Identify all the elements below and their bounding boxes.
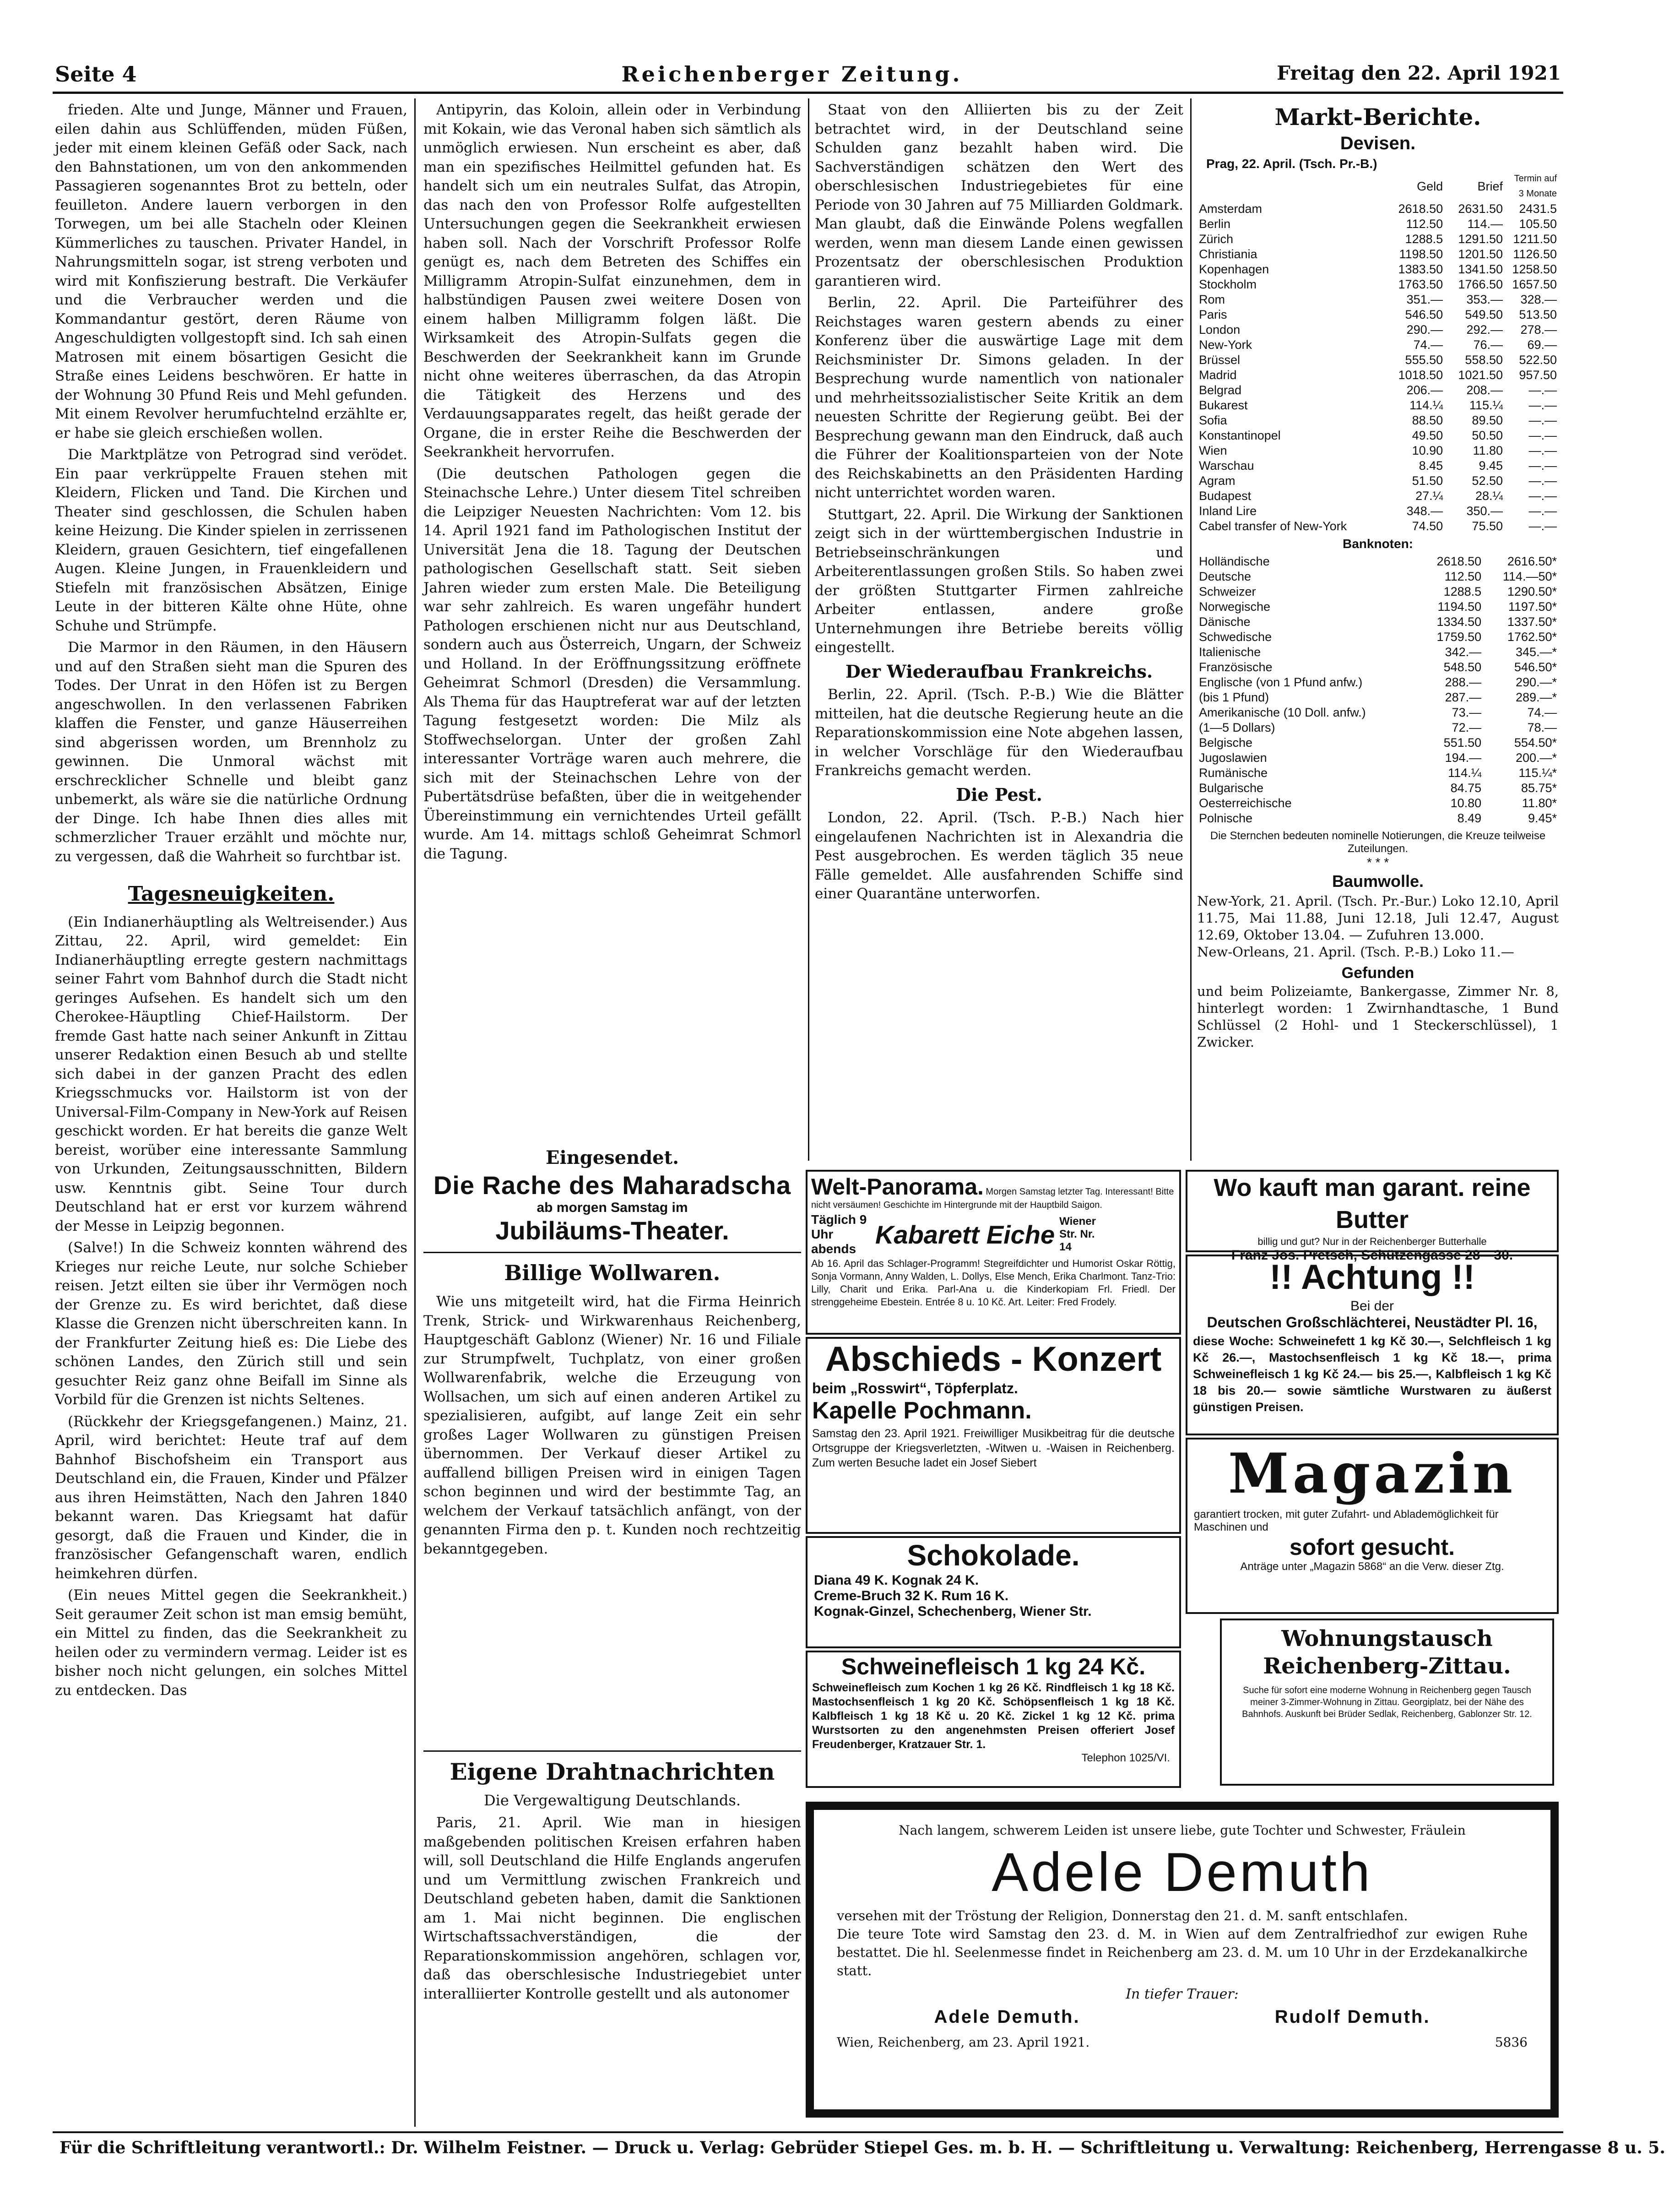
rate-value: 1762.50* — [1507, 630, 1557, 644]
rate-value: 74.— — [1527, 706, 1557, 719]
konzert-text: Samstag den 23. April 1921. Freiwilliger Musikbeitrag für die deutsche Ortsgruppe der Kriegsverletzten, -Witwen u. -Waisen in Reichenberg. Zum werten Besuche ladet ein Josef Siebert — [812, 1427, 1175, 1469]
rate-value: 546.50 — [1405, 308, 1443, 321]
rate-value: 73.— — [1452, 706, 1482, 719]
rate-value: 74.50 — [1412, 519, 1443, 533]
ad-schokolade — [806, 1536, 1181, 1648]
film-sub: ab morgen Samstag im — [537, 1200, 688, 1215]
banknoten-row — [1197, 630, 1559, 645]
obituary-mourning: In tiefer Trauer: — [1126, 1986, 1239, 2002]
column-2-bottom — [423, 1147, 801, 2127]
rate-value: 554.50* — [1514, 736, 1557, 750]
currency-name: Brüssel — [1199, 353, 1241, 367]
banknoten-row — [1197, 554, 1559, 569]
banknoten-row — [1197, 599, 1559, 614]
banknoten-row — [1197, 766, 1559, 781]
banknote-name: Norwegische — [1199, 600, 1271, 614]
rate-value: —.— — [1528, 398, 1557, 412]
banknoten-row — [1197, 796, 1559, 811]
devisen-title: Devisen. — [1340, 133, 1416, 153]
devisen-row — [1197, 383, 1559, 398]
column-divider — [414, 98, 416, 2127]
banknote-name: Holländische — [1199, 554, 1270, 568]
rate-value: 1018.50 — [1398, 368, 1443, 382]
rate-value: 1291.50 — [1458, 232, 1503, 246]
devisen-table — [1197, 171, 1559, 534]
obituary-line1: versehen mit der Tröstung der Religion, Donnerstag den 21. d. M. sanft entschlafen. — [837, 1908, 1408, 1923]
rate-value: 89.50 — [1472, 413, 1503, 427]
banknoten-row — [1197, 705, 1559, 720]
currency-name: New-York — [1199, 338, 1252, 352]
banknote-name: Italienische — [1199, 645, 1261, 659]
obituary-num: 5836 — [1495, 2035, 1528, 2050]
signature-2: Rudolf Demuth. — [1274, 2007, 1431, 2027]
rate-value: 2618.50 — [1436, 554, 1482, 568]
rate-value: 1197.50* — [1508, 600, 1557, 614]
rate-value: —.— — [1528, 459, 1557, 473]
gefunden-text: und beim Polizeiamte, Bankergasse, Zimmer Nr. 8, hinterlegt worden: 1 Zwirnhandtasche, 1 Bund Schlüssel (2 Hohl- und 1 Steckerschlüssel), 1 Zwicker. — [1197, 983, 1559, 1050]
france-title: Der Wiederaufbau Frankreichs. — [845, 661, 1153, 682]
rate-value: 1337.50* — [1507, 615, 1557, 629]
rate-value: 328.— — [1520, 293, 1557, 306]
banknoten-row — [1197, 811, 1559, 826]
france-text: Berlin, 22. April. (Tsch. P.-B.) Wie die Blätter mitteilen, hat die deutsche Regierung heute an die Reparationskommission eine Note abgehen lassen, in welcher Vorschläge für den Wiederaufbau Frankreichs gemacht werden. — [815, 686, 1183, 779]
rate-value: 1341.50 — [1458, 262, 1503, 276]
column-divider — [808, 98, 809, 1161]
banknote-name: Dänische — [1199, 615, 1251, 629]
column-divider — [1190, 98, 1192, 1161]
currency-name: Wien — [1199, 444, 1227, 457]
baumwolle-title: Baumwolle. — [1332, 872, 1424, 891]
rate-value: 9.45 — [1479, 459, 1503, 473]
banknoten-row — [1197, 781, 1559, 796]
banknoten-row — [1197, 720, 1559, 735]
rate-value: 290.— — [1406, 323, 1443, 337]
rate-value: 1211.50 — [1513, 232, 1557, 246]
butter-sub: billig und gut? Nur in der Reichenberger Butterhalle — [1257, 1236, 1487, 1247]
rate-value: 49.50 — [1412, 429, 1443, 442]
devisen-row — [1197, 368, 1559, 383]
baumwolle-1: New-York, 21. April. (Tsch. Pr.-Bur.) Loko 12.10, April 11.75, Mai 11.88, Juni 12.18, Juli 12.47, August 12.69, Oktober 13.04. — Zufuhren 13.000. — [1197, 893, 1559, 943]
achtung-sub: Bei der — [1350, 1298, 1394, 1314]
currency-name: Madrid — [1199, 368, 1237, 382]
rate-value: 76.— — [1473, 338, 1503, 352]
currency-name: Konstantinopel — [1199, 429, 1281, 442]
telegrams-sub: Die Vergewaltigung Deutschlands. — [484, 1792, 741, 1809]
rate-value: 1194.50 — [1437, 600, 1482, 614]
banknote-name: (bis 1 Pfund) — [1199, 690, 1269, 704]
rate-value: 292.— — [1466, 323, 1503, 337]
rate-value: 9.45* — [1528, 811, 1557, 825]
rate-value: 50.50 — [1472, 429, 1503, 442]
devisen-row — [1197, 201, 1559, 217]
rate-value: 513.50 — [1519, 308, 1557, 321]
rate-value: 208.— — [1466, 383, 1503, 397]
rate-value: —.— — [1528, 383, 1557, 397]
rate-value: —.— — [1528, 504, 1557, 518]
schwein-text: Schweinefleisch zum Kochen 1 kg 26 Kč. Rindfleisch 1 kg 18 Kč. Mastochsenfleisch 1 kg 20 Kč. Schöpsenfleisch 1 kg 18 Kč. Kalbfleisch 1 kg 18 Kč u. 20 Kč. Zickel 1 kg 12 Kč. prima Wurstsorten zu den angenehmsten Preisen offeriert Josef Freudenberger, Kratzauer Str. 1. — [812, 1681, 1175, 1751]
rate-value: 114.¼ — [1448, 766, 1482, 780]
rate-value: 288.— — [1445, 675, 1482, 689]
banknote-name: (1—5 Dollars) — [1199, 721, 1275, 734]
cabaret-street: Wiener Str. Nr. 14 — [1059, 1215, 1096, 1253]
rate-value: 51.50 — [1412, 474, 1443, 488]
banknote-name: Jugoslawien — [1199, 751, 1267, 765]
obituary — [806, 1802, 1559, 2118]
rate-value: 957.50 — [1519, 368, 1557, 382]
divider — [423, 1750, 801, 1752]
rate-value: 112.50 — [1406, 217, 1443, 231]
rate-value: 2631.50 — [1458, 202, 1503, 216]
rate-value: 348.— — [1406, 504, 1443, 518]
rate-value: 1126.50 — [1513, 247, 1557, 261]
rate-value: 8.49 — [1457, 811, 1482, 825]
currency-name: Bukarest — [1199, 398, 1248, 412]
banknoten-row — [1197, 690, 1559, 705]
rate-value: 289.—* — [1515, 690, 1557, 704]
banknote-name: Amerikanische (10 Doll. anfw.) — [1199, 706, 1366, 719]
rate-value: 194.— — [1445, 751, 1482, 765]
devisen-row — [1197, 473, 1559, 489]
currency-name: Sofia — [1199, 413, 1227, 427]
welt-body: Ab 16. April das Schlager-Programm! Stegreifdichter und Humorist Oskar Röttig, Sonja Vormann, Anny Walden, L. Dollys, Else Mench, Erika Charlmont. Tanz-Trio: Lilly, Charit und Erika. Parl-Ana u. die Kinderkopiam Frl. Friedl. Der strenggeheime Ebestein. Entrée 8 u. 10 Kč. Art. Leiter: Fred Frodely. — [811, 1258, 1176, 1308]
ad-wohnung — [1220, 1619, 1554, 1786]
rate-value: 114.— — [1467, 217, 1503, 231]
column-3 — [815, 101, 1183, 1158]
obituary-signatures — [837, 2007, 1528, 2027]
market-title: Markt-Berichte. — [1274, 103, 1481, 130]
devisen-row — [1197, 277, 1559, 292]
schoko-line3: Kognak-Ginzel, Schechenberg, Wiener Str. — [814, 1604, 1092, 1619]
header-brief: Brief — [1477, 179, 1503, 193]
currency-name: Christiania — [1199, 247, 1257, 261]
magazin-contact: Anträge unter „Magazin 5868“ an die Verw. dieser Ztg. — [1240, 1560, 1504, 1573]
achtung-title: !! Achtung !! — [1269, 1258, 1475, 1297]
rate-value: 10.80 — [1450, 796, 1482, 810]
rate-value: 112.50 — [1444, 570, 1482, 583]
article-paragraph: Berlin, 22. April. Die Parteiführer des Reichstages waren gestern abends zu einer Konferenz über die auswärtige Lage mit dem Reichsminister Dr. Simons geladen. In der Besprechung wurde namentlich von nationaler und mehrheitssozialistischer Seite Kritik an dem neuesten Schritte der Regierung geübt. Bei der Besprechung gewann man den Eindruck, daß auch die Führer der Koalitionsparteien von der Note des Reichskabinetts an den Präsidenten Harding nicht unterrichtet worden waren. — [815, 294, 1183, 501]
devisen-row — [1197, 337, 1559, 353]
wool-title: Billige Wollwaren. — [504, 1260, 721, 1285]
banknoten-row — [1197, 645, 1559, 660]
wool-text-wrap — [423, 1293, 801, 1750]
magazin-title: Magazin — [1228, 1441, 1517, 1506]
rate-value: 342.— — [1445, 645, 1482, 659]
schoko-line2: Creme-Bruch 32 K. Rum 16 K. — [814, 1588, 1009, 1603]
banknoten-row — [1197, 584, 1559, 599]
butter-title: Wo kauft man garant. reine Butter — [1214, 1174, 1531, 1233]
column-2-top — [423, 101, 801, 1154]
rate-value: 549.50 — [1465, 308, 1503, 321]
obituary-name: Adele Demuth — [992, 1841, 1373, 1903]
rate-value: 350.— — [1466, 504, 1503, 518]
wohnung-title: Wohnungstausch Reichenberg-Zittau. — [1263, 1626, 1511, 1679]
currency-name: Rom — [1199, 293, 1225, 306]
news-item: (Rückkehr der Kriegsgefangenen.) Mainz, 21. April, wird berichtet: Heute traf auf dem Bahnhof Bischofsheim ein Transport aus Deutschland ein, die Frauen, Kinder und Pfälzer aus ihren Heimstätten, Nach den Jahren 1840 bekannt waren. Das Kriegsamt hat dafür gesorgt, daß die Frauen und Kinder, die in französischer Gefangenschaft waren, endlich heimkehren dürfen. — [55, 1413, 407, 1582]
schoko-title: Schokolade. — [907, 1539, 1080, 1572]
rate-value: 28.¼ — [1475, 489, 1503, 503]
butter-address: Franz Jos. Pretsch, Schützengasse 28—30. — [1231, 1248, 1513, 1263]
devisen-row — [1197, 262, 1559, 277]
currency-name: Berlin — [1199, 217, 1231, 231]
rate-value: 10.90 — [1412, 444, 1443, 457]
column-1 — [55, 101, 407, 2124]
rate-value: 85.75* — [1521, 781, 1557, 795]
achtung-firm: Deutschen Großschlächterei, Neustädter Pl. 16, — [1207, 1314, 1538, 1331]
rate-value: —.— — [1528, 429, 1557, 442]
banknote-name: Belgische — [1199, 736, 1253, 750]
rate-value: 88.50 — [1412, 413, 1443, 427]
rate-value: 1198.50 — [1399, 247, 1443, 261]
ad-konzert — [806, 1337, 1181, 1534]
article-paragraph: (Die deutschen Pathologen gegen die Steinachsche Lehre.) Unter diesem Titel schreiben die Leipziger Neuesten Nachrichten: Vom 12. bis 14. April 1921 fand im Pathologischen Institut der Universität Jena die 18. Tagung der Deutschen pathologischen Gesellschaft statt. Seit sieben Jahren wieder zum ersten Male. Die Beteiligung war sehr zahlreich. Es waren ungefähr hundert Pathologen erschienen nicht nur aus Deutschland, sondern auch aus Österreich, Ungarn, der Schweiz und Holland. In der Eröffnungssitzung eröffnete Geheimrat Schmorl (Dresden) die Versammlung. Als Thema für das Hauptreferat war auf der letzten Tagung festgesetzt worden: Die Milz als Stoffwechselorgan. Unter der großen Zahl interessanter Vorträge waren auch mehrere, die sich mit der Steinachschen Lehre von der Pubertätsdrüse befaßten, über die in weitgehender Übereinstimmung ein vernichtendes Urteil gefällt wurde. Am 14. mittags schloß Geheimrat Schmorl die Tagung. — [423, 465, 801, 862]
banknoten-row — [1197, 569, 1559, 584]
gefunden-title: Gefunden — [1341, 964, 1414, 982]
magazin-sought: sofort gesucht. — [1289, 1534, 1455, 1560]
footer-rule — [53, 2131, 1563, 2133]
rate-value: 1258.50 — [1512, 262, 1557, 276]
page-number: Seite 4 — [55, 62, 137, 87]
schoko-line1: Diana 49 K. Kognak 24 K. — [814, 1573, 979, 1588]
currency-name: Paris — [1199, 308, 1227, 321]
banknoten-row — [1197, 660, 1559, 675]
obituary-footer — [837, 2035, 1528, 2050]
rate-value: 1334.50 — [1436, 615, 1482, 629]
rate-value: 1288.5 — [1405, 232, 1443, 246]
rate-value: 27.¼ — [1415, 489, 1443, 503]
news-item: (Ein neues Mittel gegen die Seekrankheit.) Seit geraumer Zeit schon ist man emsig bemüht, ein Mittel zu finden, das die Seekrankheit zu heilen oder zu vermindern vermag. Leider ist es bisher noch nicht gelungen, ein solches Mittel zu entdecken. Das — [55, 1587, 407, 1699]
currency-name: Agram — [1199, 474, 1236, 488]
banknote-name: Rumänische — [1199, 766, 1268, 780]
rate-value: 1290.50* — [1507, 585, 1557, 598]
schwein-title: Schweinefleisch 1 kg 24 Kč. — [841, 1654, 1146, 1679]
currency-name: Amsterdam — [1199, 202, 1263, 216]
rate-value: 52.50 — [1472, 474, 1503, 488]
rate-value: 115.¼* — [1518, 766, 1557, 780]
imprint: Für die Schriftleitung verantwortl.: Dr. Wilhelm Feistner. — Druck u. Verlag: Gebrüder Stiepel Ges. m. b. H. — Schriftleitung u. Verwaltung: Reichenberg, Herrengasse 8 u. 5. — [60, 2138, 1665, 2157]
film-title: Die Rache des Maharadscha — [433, 1171, 791, 1200]
rate-value: 555.50 — [1405, 353, 1443, 367]
rate-value: 287.— — [1445, 690, 1482, 704]
obituary-place: Wien, Reichenberg, am 23. April 1921. — [837, 2035, 1090, 2050]
rate-value: 74.— — [1413, 338, 1443, 352]
devisen-row — [1197, 217, 1559, 232]
rate-value: 69.— — [1527, 338, 1557, 352]
obituary-intro: Nach langem, schwerem Leiden ist unsere liebe, gute Tochter und Schwester, Fräulein — [899, 1823, 1466, 1838]
prag-line: Prag, 22. April. (Tsch. Pr.-B.) — [1206, 157, 1377, 171]
eingesandt-label: Eingesendet. — [545, 1147, 679, 1168]
rate-value: 115.¼ — [1469, 398, 1503, 412]
wool-text: Wie uns mitgeteilt wird, hat die Firma Heinrich Trenk, Strick- und Wirkwarenhaus Reichenberg, Hauptgeschäft Gablonz (Wiener) Nr. 16 und Filiale zur Strumpfwelt, Tuchplatz, von einer großen Wollwarenfabrik, welche die Erzeugung von Wollsachen, um sich auf einen anderen Artikel zu spezialisieren, aufgibt, auf lange Zeit ein sehr großes Lager Wollwaren zu günstigen Preisen übernommen. Der Verkauf dieser Artikel zu auffallend billigen Preisen wird in einigen Tagen schon beginnen und wird der bestimmte Tag, an welchem der Verkauf tatsächlich anfängt, von der genannten Firma den p. t. Kunden noch rechtzeitig bekanntgegeben. — [423, 1293, 801, 1557]
rate-value: 2618.50 — [1398, 202, 1443, 216]
ad-butter — [1186, 1170, 1559, 1263]
article-paragraph: frieden. Alte und Junge, Männer und Frauen, eilen dahin aus Schlüffenden, müden Füßen, jeder mit einem kleinen Gefäß oder Sack, nach den Bahnstationen, um von den ankommenden Passagieren sogenanntes Brot zu betteln, oder feuilleton. Andere lauern verborgen in den Torwegen, um bei alle Stacheln oder Kleinen Kümmerliches zu tauschen. Privater Handel, in Nahrungsmitteln sogar, ist streng verboten und wird mit Konfiszierung bestraft. Die Verkäufer und die Verbraucher werden und die Kommandantur gestört, deren Räume von Angeschuldigten vollgestopft sind. Ich sah einen Matrosen mit einem bösartigen Gesicht die Straße eines Leidens beschwören. Er hatte in der Wohnung 30 Pfund Reis und Mehl gefunden. Mit einem Revolver herumfuchtelnd erzählte er, er habe sie gleich erschießen wollen. — [55, 102, 407, 441]
schwein-phone: Telephon 1025/VI. — [1081, 1752, 1170, 1764]
rate-value: 78.— — [1527, 721, 1557, 734]
currency-name: Warschau — [1199, 459, 1254, 473]
baumwolle-2: New-Orleans, 21. April. (Tsch. P.-B.) Loko 11.— — [1197, 944, 1514, 960]
banknote-name: Englische (von 1 Pfund anfw.) — [1199, 675, 1363, 689]
devisen-row — [1197, 458, 1559, 473]
wohnung-text: Suche für sofort eine moderne Wohnung in Reichenberg gegen Tausch meiner 3-Zimmer-Wohnung in Zittau. Georgiplatz, bei der Nähe des Bahnhofs. Auskunft bei Brüder Sedlak, Reichenberg, Gablonzer Str. 12. — [1242, 1685, 1532, 1719]
devisen-row — [1197, 519, 1559, 534]
currency-name: Belgrad — [1199, 383, 1242, 397]
rate-value: 72.— — [1452, 721, 1482, 734]
rate-value: 1288.5 — [1443, 585, 1482, 598]
rate-value: 105.50 — [1519, 217, 1557, 231]
telegrams-text-wrap — [423, 1814, 801, 2088]
konzert-title: Abschieds - Konzert — [825, 1340, 1162, 1379]
devisen-row — [1197, 232, 1559, 247]
obituary-line2: Die teure Tote wird Samstag den 23. d. M. in Wien auf dem Zentralfriedhof zur ewigen Ruhe bestattet. Die hl. Seelenmesse findet in Reichenberg am 23. d. M. um 10 Uhr in der Erzdekanalkirche statt. — [837, 1926, 1528, 1978]
rate-value: 200.—* — [1515, 751, 1557, 765]
plague-text: London, 22. April. (Tsch. P.-B.) Nach hier eingelaufenen Nachrichten ist in Alexandria die Pest ausgebrochen. Es werden täglich 35 neue Fälle gemeldet. Alle ausfahrenden Schiffe sind einer Quarantäne unterworfen. — [815, 809, 1183, 902]
rate-value: 1763.50 — [1398, 277, 1443, 291]
article-paragraph: Die Marktplätze von Petrograd sind verödet. Ein paar verkrüppelte Frauen stehen mit Kleidern, Flicken und Tand. Die Kirchen und Theater sind geschlossen, die Schulen haben keine Heizung. Die Kinder spielen in zerrissenen Kleidern, grauen Gesichtern, tief eingefallenen Augen. Kleine Jungen, in Frauenkleidern und Stiefeln mit französischen Absätzen, Einige Leute in der bitteren Kälte ohne Hüte, ohne Schuhe und Strümpfe. — [55, 446, 407, 634]
rate-value: 1766.50 — [1458, 277, 1503, 291]
banknote-name: Polnische — [1199, 811, 1253, 825]
rate-value: —.— — [1528, 489, 1557, 503]
ad-schweinefleisch — [806, 1651, 1181, 1788]
header-termin: Termin auf 3 Monate — [1514, 174, 1557, 199]
magazin-text: garantiert trocken, mit guter Zufahrt- und Ablademöglichkeit für Maschinen und — [1194, 1508, 1499, 1533]
achtung-text: diese Woche: Schweinefett 1 kg Kč 30.—, Selchfleisch 1 kg Kč 26.—, Mastochsenfleisch 1 kg Kč 18.—, prima Schweinefleisch 1 kg Kč 24.— bis 25.—, Kalbfleisch 1 kg Kč 18 bis 20.— sowie sämtliche Wurstwaren zu äußerst günstigen Preisen. — [1193, 1334, 1551, 1414]
rate-value: —.— — [1528, 413, 1557, 427]
devisen-row — [1197, 307, 1559, 322]
rate-value: 114.¼ — [1409, 398, 1443, 412]
rate-value: 8.45 — [1419, 459, 1443, 473]
welt-top: Morgen Samstag letzter Tag. Interessant! Bitte nicht versäumen! Geschichte im Hintergrunde mit der Hauptbild Saigon. — [811, 1187, 1174, 1210]
rate-value: 551.50 — [1443, 736, 1482, 750]
rate-value: 114.—50* — [1502, 570, 1557, 583]
divider — [423, 1252, 801, 1253]
telegrams-title: Eigene Drahtnachrichten — [450, 1758, 775, 1785]
rate-value: 11.80 — [1473, 444, 1503, 457]
telegrams-text: Paris, 21. April. Wie man in hiesigen maßgebenden politischen Kreisen erfahren haben will, soll Deutschland die Hilfe Englands angerufen und um Vermittlung zwischen Frankreich und Deutschland gebeten haben, damit die Sanktionen am 1. Mai nicht beginnen. Die englischen Wirtschaftssachverständigen, die der Reparationskommission angehören, schlagen vor, daß das oberschlesische Industriegebiet unter interalliierter Kontrolle gestellt und als autonomer — [423, 1814, 801, 2002]
article-paragraph: Die Marmor in den Räumen, in den Häusern und auf den Straßen sieht man die Spuren des Todes. Der Unrat in den Höfen ist zu Bergen angeschwollen. In den verlassenen Fabriken klaffen die Fenster, und ganze Häuserreihen sind abgerissen worden, um Brennholz zu gewinnen. Die Unmoral wächst mit erschrecklicher Schnelle und bleibt ganz unbemerkt, als wäre sie die natürliche Ordnung der Dinge. Ich habe Ihnen dies alles mit schmerzlicher Trauer erzählt und möchte nur, zu vergessen, daß die Wahrheit so furchtbar ist. — [55, 639, 407, 865]
banknote-name: Schwedische — [1199, 630, 1272, 644]
banknoten-row — [1197, 675, 1559, 690]
rate-value: 1201.50 — [1458, 247, 1503, 261]
market-reports — [1197, 101, 1559, 1158]
devisen-row — [1197, 413, 1559, 428]
welt-name: Welt-Panorama. — [811, 1174, 984, 1200]
devisen-row — [1197, 247, 1559, 262]
banknote-name: Schweizer — [1199, 585, 1256, 598]
masthead: Reichenberger Zeitung. — [621, 62, 963, 87]
ad-magazin — [1186, 1438, 1559, 1614]
section-title: Tagesneuigkeiten. — [128, 882, 335, 906]
rate-value: 2431.5 — [1519, 202, 1557, 216]
rate-value: 558.50 — [1465, 353, 1503, 367]
rate-value: 345.—* — [1515, 645, 1557, 659]
currency-name: Cabel transfer of New-York — [1199, 519, 1347, 533]
currency-name: Budapest — [1199, 489, 1252, 503]
devisen-row — [1197, 292, 1559, 307]
currency-name: London — [1199, 323, 1241, 337]
rate-value: —.— — [1528, 519, 1557, 533]
rate-value: 11.80* — [1522, 796, 1557, 810]
news-item: (Salve!) In die Schweiz konnten während des Krieges nur reiche Leute, nur solche Schieber reisen. Jetzt eilten sie über ihr Vermögen noch der Grenze zu. Es wird berichtet, daß diese Klasse die Grenzen nicht überschreiten kann. In der Frankfurter Zeitung hieß es: Die Liebe des schönen Landes, den Zürich still und sein gesuchter Reiz ganz ohne Beifall im Sinne als Vorbild für die Grenzen ist nichts Seltenes. — [55, 1239, 407, 1408]
currency-name: Kopenhagen — [1199, 262, 1269, 276]
currency-name: Zürich — [1199, 232, 1234, 246]
plague-title: Die Pest. — [956, 784, 1042, 805]
banknoten-table — [1197, 554, 1559, 826]
article-paragraph: Antipyrin, das Koloin, allein oder in Verbindung mit Kokain, wie das Veronal haben sich sämtlich als unmöglich erwiesen. Nun erscheint es aber, daß man ein spezifisches Heilmittel gefunden hat. Es handelt sich um ein neutrales Sulfat, das Atropin, das nach den von Professor Rolfe aufgestellten Untersuchungen gegen die Seekrankheit erwiesen haben soll. Nach der Vorschrift Professor Rolfe genügt es, nach dem Betreten des Schiffes ein Milligramm Atropin-Sulfat einzunehmen, dem in halbstündigen Pausen zwei weitere Dosen von einem halben Milligramm folgen läßt. Die Wirksamkeit des Atropin-Sulfats gegen die Beschwerden der Seekrankheit kann im Grunde nicht ohne weiteres überraschen, da das Atropin die Tätigkeit des Herzens und des Verdauungsapparates regelt, das heißt gerade der Organe, die in erster Reihe die Beschwerden der Seekrankheit hervorrufen. — [423, 102, 801, 460]
market-note: Die Sternchen bedeuten nominelle Notierungen, die Kreuze teilweise Zuteilungen. — [1210, 830, 1546, 855]
welt-daily: Täglich 9 Uhr abends — [811, 1212, 867, 1256]
signature-1: Adele Demuth. — [934, 2007, 1080, 2027]
article-paragraph: Staat von den Alliierten bis zu der Zeit betrachtet wird, in der Deutschland seine Schulden ganz bezahlt haben wird. Die Sachverständigen schätzen den Wert des oberschlesischen Industriegebietes für eine Periode von 30 Jahren auf 75 Milliarden Goldmark. Man glaubt, daß die Einwände Polens wegfallen werden, wenn man diesem Lande einen gewissen Prozentsatz der oberschlesischen Produktion garantieren wird. — [815, 102, 1183, 289]
rate-value: 1383.50 — [1398, 262, 1443, 276]
currency-name: Stockholm — [1199, 277, 1257, 291]
rate-value: —.— — [1528, 474, 1557, 488]
rate-value: 546.50* — [1514, 660, 1557, 674]
stars: * * * — [1366, 855, 1389, 869]
rate-value: 290.—* — [1515, 675, 1557, 689]
devisen-row — [1197, 489, 1559, 504]
banknote-name: Oesterreichische — [1199, 796, 1292, 810]
header-rule — [53, 92, 1563, 94]
theater-name: Jubiläums-Theater. — [495, 1216, 729, 1245]
rate-value: 2616.50* — [1507, 554, 1557, 568]
rate-value: 75.50 — [1472, 519, 1503, 533]
ad-achtung — [1186, 1255, 1559, 1435]
rate-value: 1759.50 — [1436, 630, 1482, 644]
banknoten-row — [1197, 750, 1559, 766]
rate-value: 1657.50 — [1512, 277, 1557, 291]
banknoten-title: Banknoten: — [1343, 537, 1413, 551]
devisen-row — [1197, 322, 1559, 337]
cabaret-name: Kabarett Eiche — [875, 1220, 1055, 1249]
rate-value: 84.75 — [1450, 781, 1482, 795]
banknote-name: Französische — [1199, 660, 1273, 674]
rate-value: —.— — [1528, 444, 1557, 457]
rate-value: 351.— — [1406, 293, 1443, 306]
ad-welt-panorama — [806, 1170, 1181, 1335]
devisen-row — [1197, 504, 1559, 519]
rate-value: 278.— — [1520, 323, 1557, 337]
rate-value: 1021.50 — [1458, 368, 1503, 382]
banknote-name: Deutsche — [1199, 570, 1252, 583]
banknoten-row — [1197, 735, 1559, 750]
devisen-row — [1197, 398, 1559, 413]
rate-value: 522.50 — [1519, 353, 1557, 367]
konzert-venue: beim „Rosswirt“, Töpferplatz. — [812, 1380, 1018, 1396]
devisen-row — [1197, 443, 1559, 458]
rate-value: 206.— — [1406, 383, 1443, 397]
devisen-row — [1197, 428, 1559, 443]
news-item: (Ein Indianerhäuptling als Weltreisender.) Aus Zittau, 22. April, wird gemeldet: Ein Indianerhäuptling erregte gestern nachmittags seiner Fahrt vom Bahnhof durch die Stadt nicht geringes Aufsehen. Es handelt sich um den Cherokee-Häuptling Chief-Hailstorm. Der fremde Gast hatte nach seiner Ankunft in Zittau unserer Redaktion einen Besuch ab und stellte sich dabei in der ganzen Pracht des edlen Kriegsschmucks vor. Hailstorm ist von der Universal-Film-Company in New-York auf Reisen geschickt worden. Er hat bereits die ganze Welt bereist, worüber eine interessante Sammlung von Urkunden, Zeitungsausschnitten, Bildern usw. Kenntnis gibt. Seine Tour durch Deutschland hat er erst vor kurzem während der Messe in Leipzig begonnen. — [55, 913, 407, 1234]
table-header — [1197, 171, 1559, 201]
issue-date: Freitag den 22. April 1921 — [1277, 62, 1561, 84]
currency-name: Inland Lire — [1199, 504, 1257, 518]
konzert-band: Kapelle Pochmann. — [812, 1397, 1032, 1424]
header-geld: Geld — [1417, 179, 1443, 193]
rate-value: 353.— — [1466, 293, 1503, 306]
rate-value: 548.50 — [1443, 660, 1482, 674]
devisen-row — [1197, 353, 1559, 368]
banknote-name: Bulgarische — [1199, 781, 1264, 795]
banknoten-row — [1197, 614, 1559, 630]
article-paragraph: Stuttgart, 22. April. Die Wirkung der Sanktionen zeigt sich in der württembergischen Industrie in Betriebseinschränkungen und Arbeiterentlassungen großen Stils. So haben zwei der größten Stuttgarter Firmen zahlreiche Arbeiter entlassen, andere große Unternehmungen ihre Betriebe bereits völlig eingestellt. — [815, 506, 1183, 656]
